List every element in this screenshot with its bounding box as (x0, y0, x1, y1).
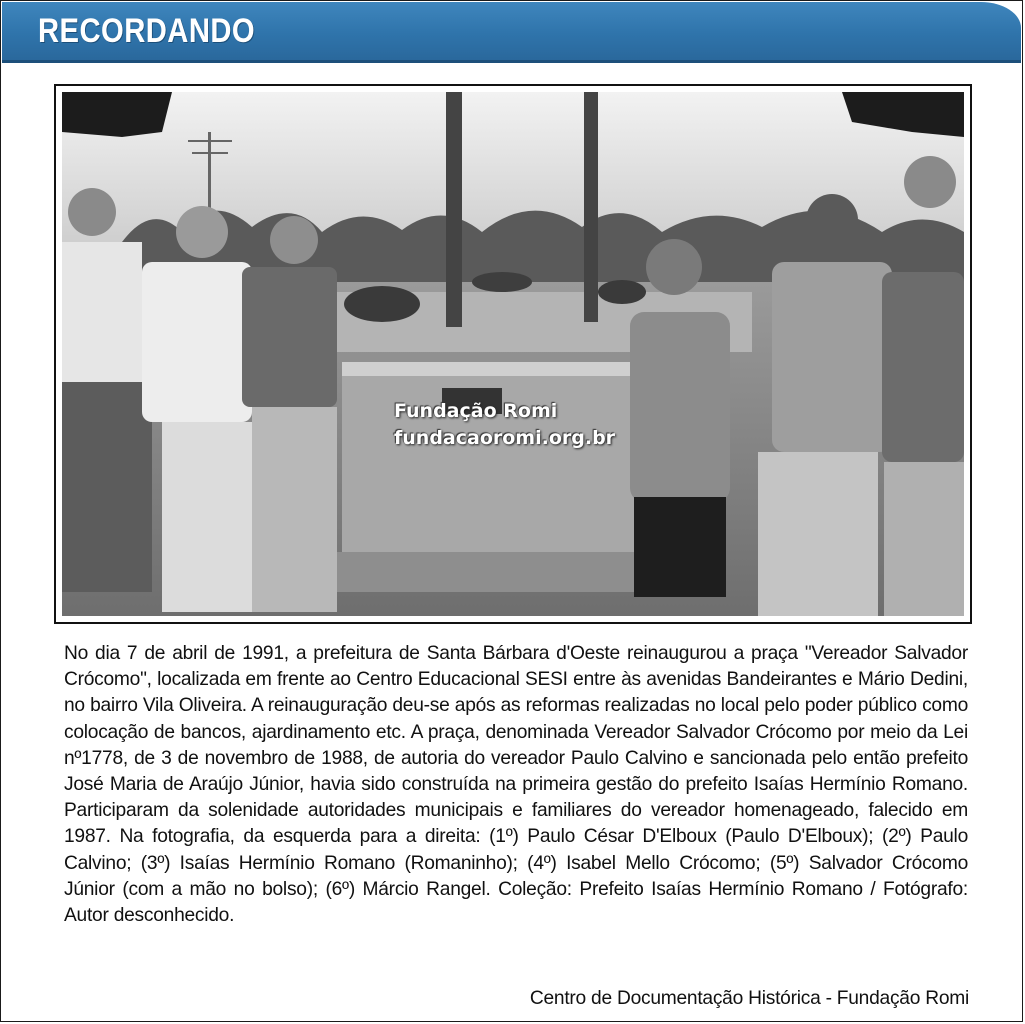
watermark-line-2: fundacaoromi.org.br (394, 427, 616, 449)
watermark-line-1: Fundação Romi (394, 400, 558, 422)
section-header (2, 2, 1021, 63)
photo-frame (54, 84, 972, 624)
historic-photo (62, 92, 964, 616)
section-title: RECORDANDO (38, 12, 256, 50)
credit-line: Centro de Documentação Histórica - Fundação Romi (529, 988, 969, 1009)
photo-caption: No dia 7 de abril de 1991, a prefeitura de Santa Bárbara d'Oeste reinaugurou a praça "Vereador Salvador Crócomo", localizada em frente ao Centro Educacional SESI entre às avenidas Bandeirantes e Mário Dedini, no bairro Vila Oliveira. A reinauguração deu-se após as reformas realizadas no local pelo poder público como colocação de bancos, ajardinamento etc. A praça, denominada Vereador Salvador Crócomo por meio da Lei nº1778, de 3 de novembro de 1988, de autoria do vereador Paulo Calvino e sancionada pelo então prefeito José Maria de Araújo Júnior, havia sido construída na primeira gestão do prefeito Isaías Hermínio Romano. Participaram da solenidade autoridades municipais e familiares do vereador homenageado, falecido em 1987. Na fotografia, da esquerda para a direita: (1º) Paulo César D'Elboux (Paulo D'Elboux); (2º) Paulo Calvino; (3º) Isaías Hermínio Romano (Romaninho); (4º) Isabel Mello Crócomo; (5º) Salvador Crócomo Júnior (com a mão no bolso); (6º) Márcio Rangel. Coleção: Prefeito Isaías Hermínio Romano / Fotógrafo: Autor desconhecido. (64, 643, 968, 927)
photo-illustration (62, 92, 964, 616)
photo-watermark (394, 398, 615, 452)
